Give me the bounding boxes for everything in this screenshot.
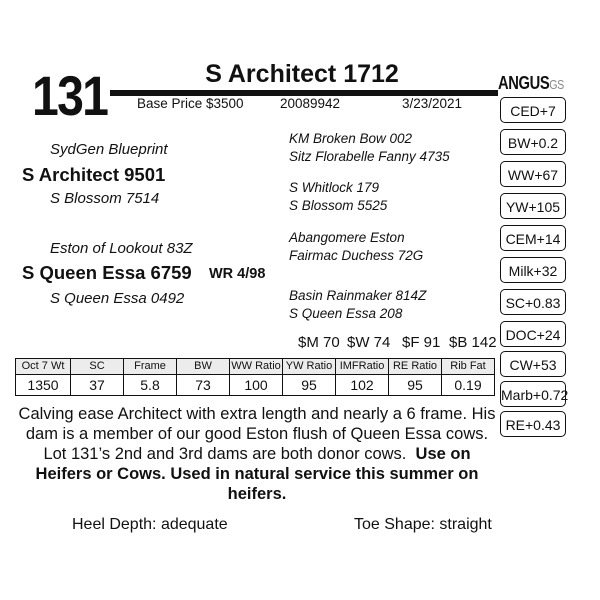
dam-sire: Eston of Lookout 83Z bbox=[50, 240, 193, 257]
epd-ww: WW+67 bbox=[500, 161, 566, 187]
lot-number: 131 bbox=[32, 64, 108, 127]
dam-sire-sire: Abangomere Eston bbox=[289, 230, 405, 245]
header-yw-ratio: YW Ratio bbox=[283, 359, 336, 375]
sire-dam: S Blossom 7514 bbox=[50, 190, 160, 207]
value-bw: 73 bbox=[177, 375, 230, 396]
value-imf-ratio: 102 bbox=[336, 375, 389, 396]
epd-ced: CED+7 bbox=[500, 97, 566, 123]
epd-milk: Milk+32 bbox=[500, 257, 566, 283]
header-oct-wt: Oct 7 Wt bbox=[16, 359, 71, 375]
index-sf: $F 91 bbox=[402, 334, 441, 351]
value-yw-ratio: 95 bbox=[283, 375, 336, 396]
heel-depth: Heel Depth: adequate bbox=[72, 516, 228, 533]
index-sm: $M 70 bbox=[298, 334, 340, 351]
breed-logo-main: ANGUS bbox=[498, 73, 550, 93]
performance-value-row bbox=[16, 375, 495, 396]
epd-cem: CEM+14 bbox=[500, 225, 566, 251]
dam-note: WR 4/98 bbox=[209, 266, 266, 282]
index-sb: $B 142 bbox=[449, 334, 497, 351]
header-rib-fat: Rib Fat bbox=[442, 359, 495, 375]
value-oct-wt: 1350 bbox=[16, 375, 71, 396]
sire-sire-sire: KM Broken Bow 002 bbox=[289, 131, 413, 146]
header-re-ratio: RE Ratio bbox=[389, 359, 442, 375]
description-text: Calving ease Architect with extra length and nearly a 6 frame. His dam is a member of our good Eston flush of Queen Essa cows. Lot 131’s 2nd and 3rd dams are both donor cows. bbox=[18, 405, 496, 463]
epd-re: RE+0.43 bbox=[500, 411, 566, 437]
value-frame: 5.8 bbox=[124, 375, 177, 396]
epd-yw: YW+105 bbox=[500, 193, 566, 219]
epd-bw: BW+0.2 bbox=[500, 129, 566, 155]
index-sw: $W 74 bbox=[347, 334, 391, 351]
breed-logo-suffix: GS bbox=[549, 77, 564, 92]
sire: S Architect 9501 bbox=[22, 164, 166, 185]
epd-marb: Marb+0.72 bbox=[500, 381, 566, 407]
sire-sire-dam: Sitz Florabelle Fanny 4735 bbox=[289, 149, 450, 164]
dam-dam: S Queen Essa 0492 bbox=[50, 290, 185, 307]
value-ww-ratio: 100 bbox=[230, 375, 283, 396]
sire-dam-sire: S Whitlock 179 bbox=[289, 180, 380, 195]
header-imf-ratio: IMFRatio bbox=[336, 359, 389, 375]
value-rib-fat: 0.19 bbox=[442, 375, 495, 396]
breed-logo bbox=[498, 73, 564, 95]
header-frame: Frame bbox=[124, 359, 177, 375]
sire-sire: SydGen Blueprint bbox=[50, 141, 168, 158]
dam-sire-dam: Fairmac Duchess 72G bbox=[289, 248, 424, 263]
header-ww-ratio: WW Ratio bbox=[230, 359, 283, 375]
toe-shape: Toe Shape: straight bbox=[354, 516, 492, 533]
birth-date: 3/23/2021 bbox=[402, 96, 463, 111]
dam-dam-dam: S Queen Essa 208 bbox=[289, 306, 403, 321]
performance-table bbox=[15, 358, 495, 396]
base-price: Base Price $3500 bbox=[137, 96, 244, 111]
epd-cw: CW+53 bbox=[500, 351, 566, 377]
header-bw: BW bbox=[177, 359, 230, 375]
value-re-ratio: 95 bbox=[389, 375, 442, 396]
bull-name-title: S Architect 1712 bbox=[205, 60, 399, 88]
registration-number: 20089942 bbox=[280, 96, 341, 111]
performance-header-row bbox=[16, 359, 495, 375]
description-emphasis: Use on Heifers or Cows. Used in natural service this summer on heifers. bbox=[35, 445, 479, 503]
lot-description bbox=[14, 404, 500, 504]
epd-sc: SC+0.83 bbox=[500, 289, 566, 315]
sire-dam-dam: S Blossom 5525 bbox=[289, 198, 388, 213]
dam: S Queen Essa 6759 bbox=[22, 262, 192, 283]
epd-doc: DOC+24 bbox=[500, 321, 566, 347]
header-sc: SC bbox=[71, 359, 124, 375]
value-sc: 37 bbox=[71, 375, 124, 396]
dam-dam-sire: Basin Rainmaker 814Z bbox=[289, 288, 427, 303]
